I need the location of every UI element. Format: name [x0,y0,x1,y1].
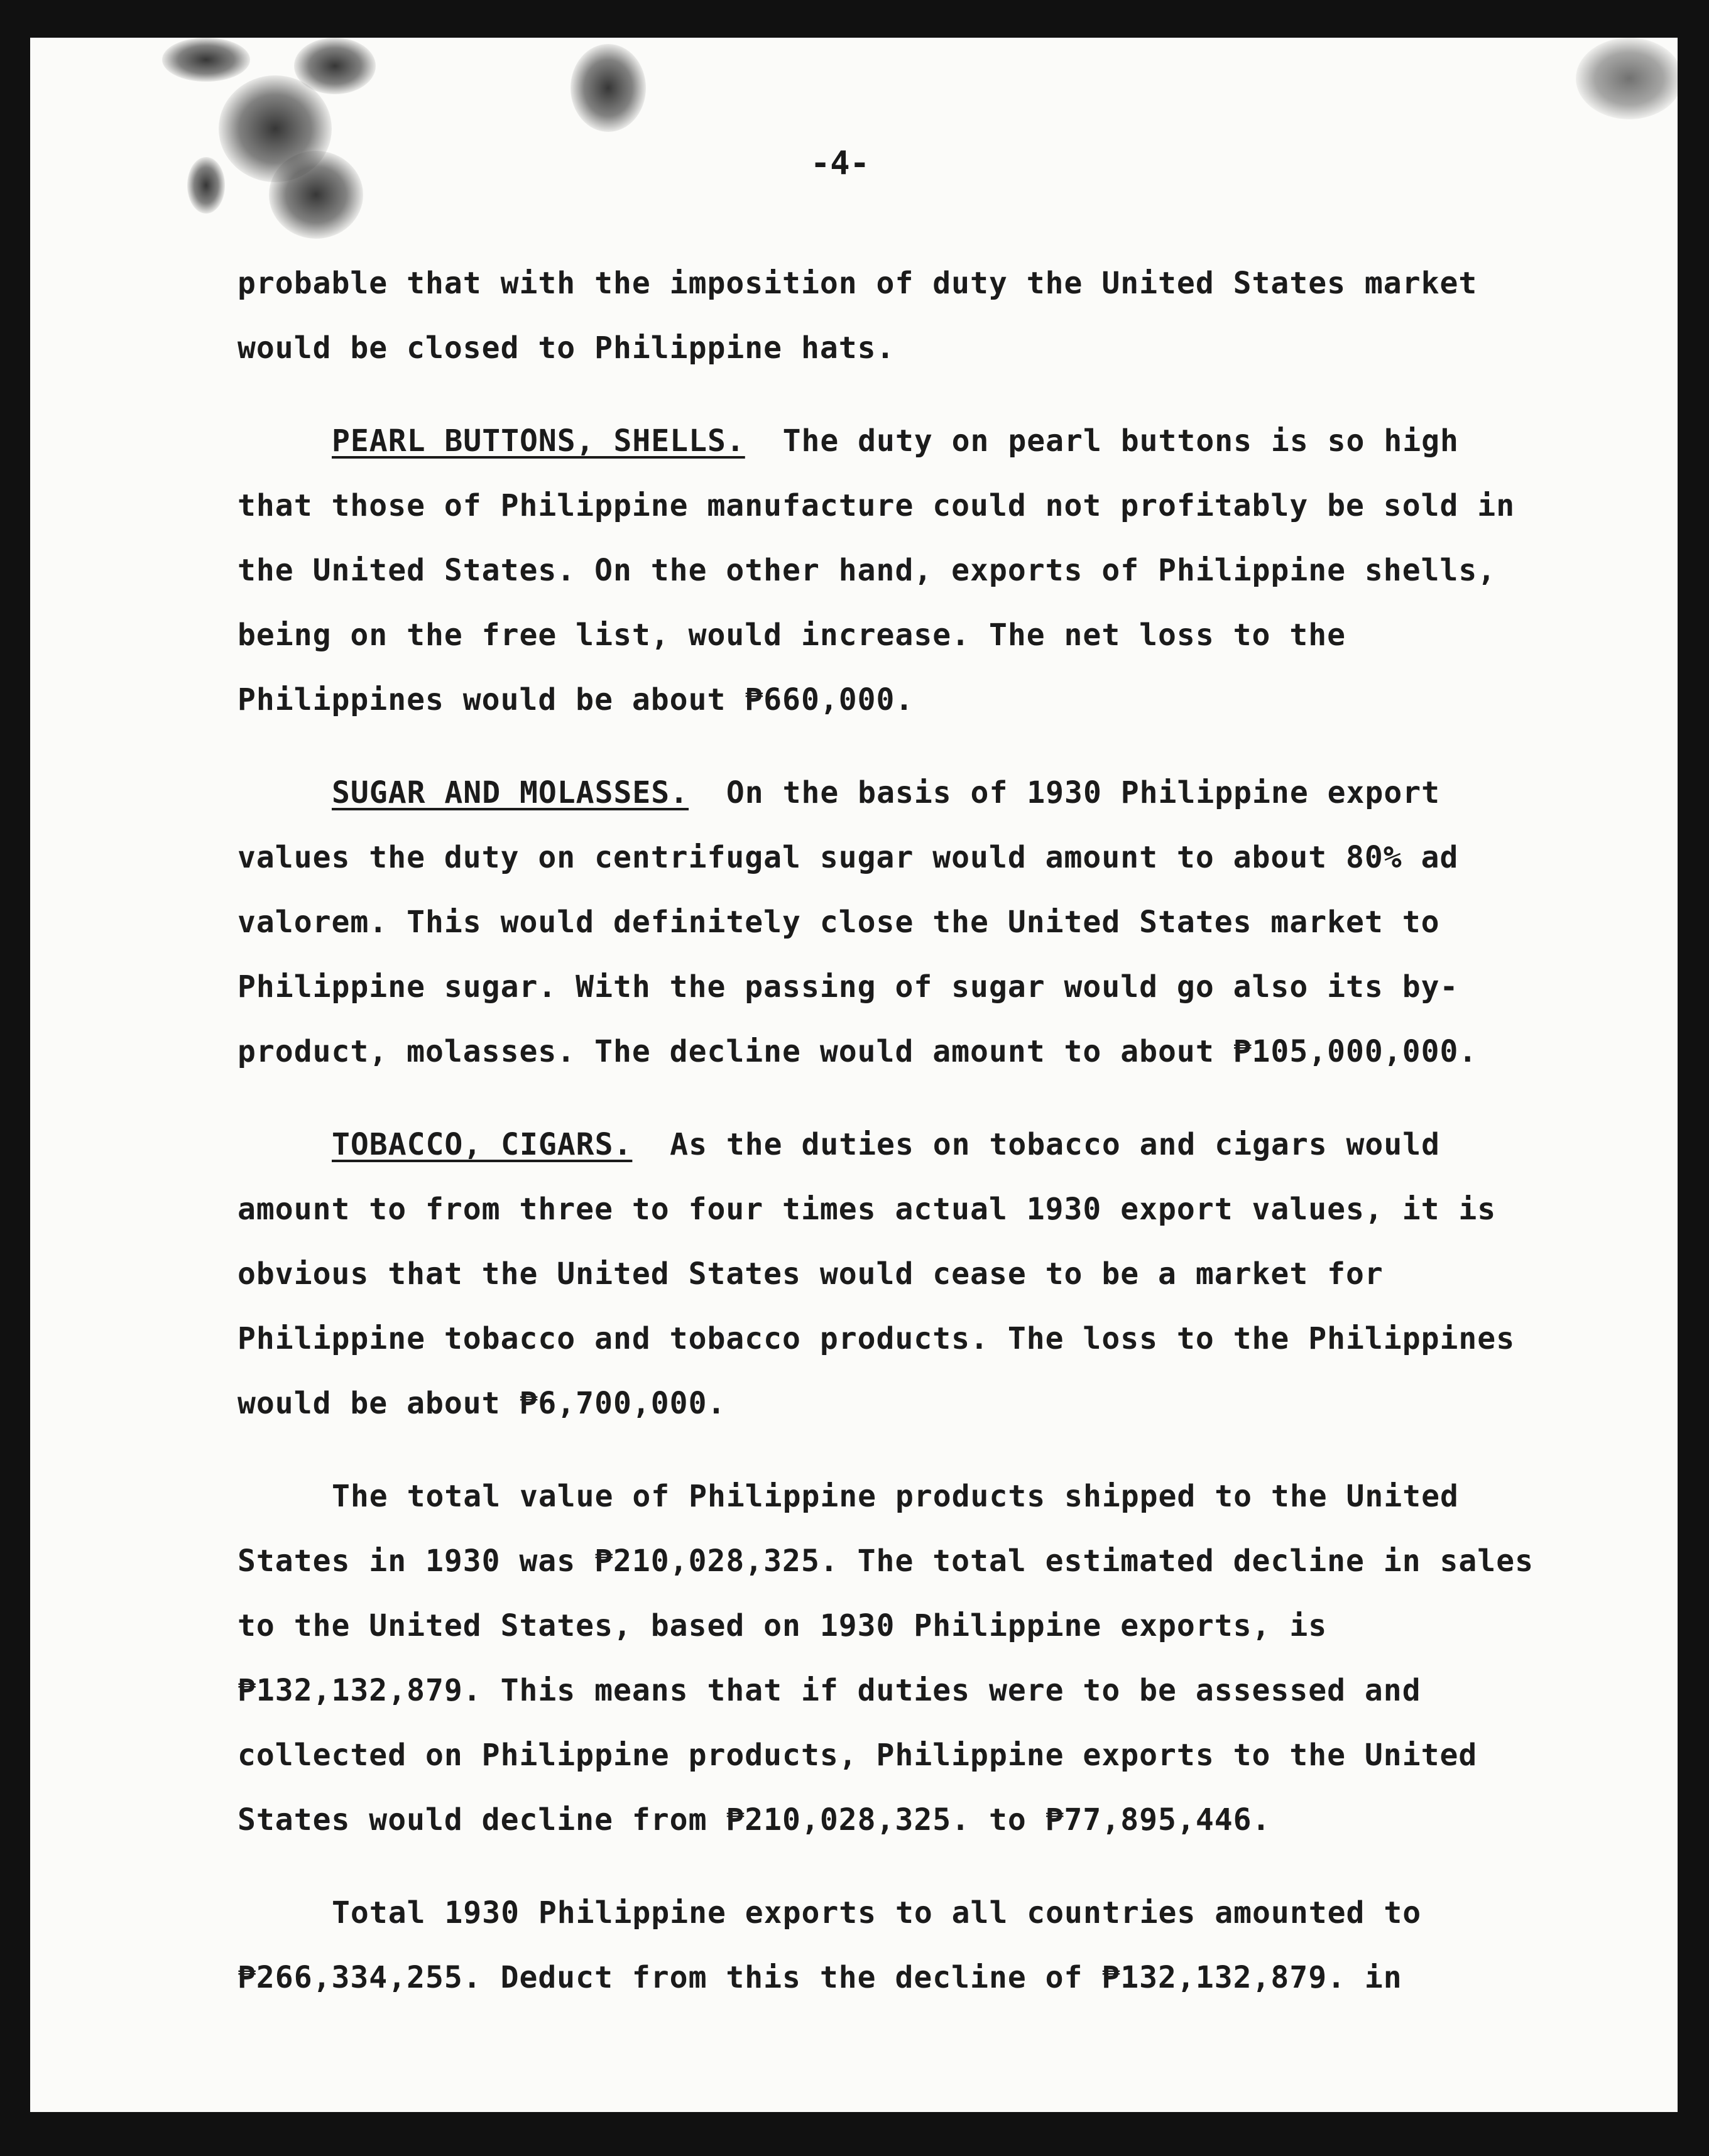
paragraph-gap [238,1436,1544,1464]
paragraph-text: probable that with the imposition of duty the United States market would be closed to Philippine hats. [238,266,1478,366]
paragraph-text: As the duties on tobacco and cigars would amount to from three to four times actual 1930 export values, it is obvious that the United States would cease to be a market for Philippine tobacco and tobacco products. The loss to the Philippines would be about ₱6,700,000. [238,1127,1515,1421]
section-heading: PEARL BUTTONS, SHELLS. [332,423,745,459]
paragraph-total-value [238,1464,1544,1853]
paragraph-text: The duty on pearl buttons is so high that those of Philippine manufacture could not profitably be sold in the United States. On the other hand, exports of Philippine shells, being on the free list, would increase. The net loss to the Philippines would be about ₱660,000. [238,423,1515,717]
ink-smudge [187,157,225,214]
ink-smudge [219,75,332,182]
paragraph-gap [238,381,1544,409]
paragraph-tobacco-cigars [238,1113,1544,1436]
paragraph-text: The total value of Philippine products shipped to the United States in 1930 was ₱210,028,325. The total estimated decline in sales to the United States, based on 1930 Philippine exports, is ₱132,132,879. This means that if duties were to be assessed and collected on Philippine products, Philippine exports to the United States would decline from ₱210,028,325. to ₱77,895,446. [238,1479,1534,1838]
ink-smudge [269,151,363,239]
paragraph-text: Total 1930 Philippine exports to all countries amounted to ₱266,334,255. Deduct from this the decline of ₱132,132,879. in [238,1895,1422,1995]
paragraph-gap [238,1853,1544,1881]
document-page [30,38,1678,2112]
paragraph-gap [238,732,1544,761]
section-heading: SUGAR AND MOLASSES. [332,775,689,810]
ink-smudge [1576,38,1678,119]
ink-smudge [294,38,376,94]
document-body [238,251,1544,2010]
paragraph-text: On the basis of 1930 Philippine export values the duty on centrifugal sugar would amount to about 80% ad valorem. This would definitely close the United States market to Philippine sugar. With the passing of sugar would go also its by-product, molasses. The decline would amount to about ₱105,000,000. [238,775,1478,1069]
paragraph-pearl-buttons [238,409,1544,732]
page-number: -4- [811,144,870,182]
paragraph-sugar-molasses [238,761,1544,1084]
paragraph-gap [238,1084,1544,1113]
ink-smudge [571,44,646,132]
section-heading: TOBACCO, CIGARS. [332,1127,633,1162]
ink-smudge [162,38,250,82]
paragraph-hats-continued [238,251,1544,381]
paragraph-total-exports [238,1881,1544,2010]
